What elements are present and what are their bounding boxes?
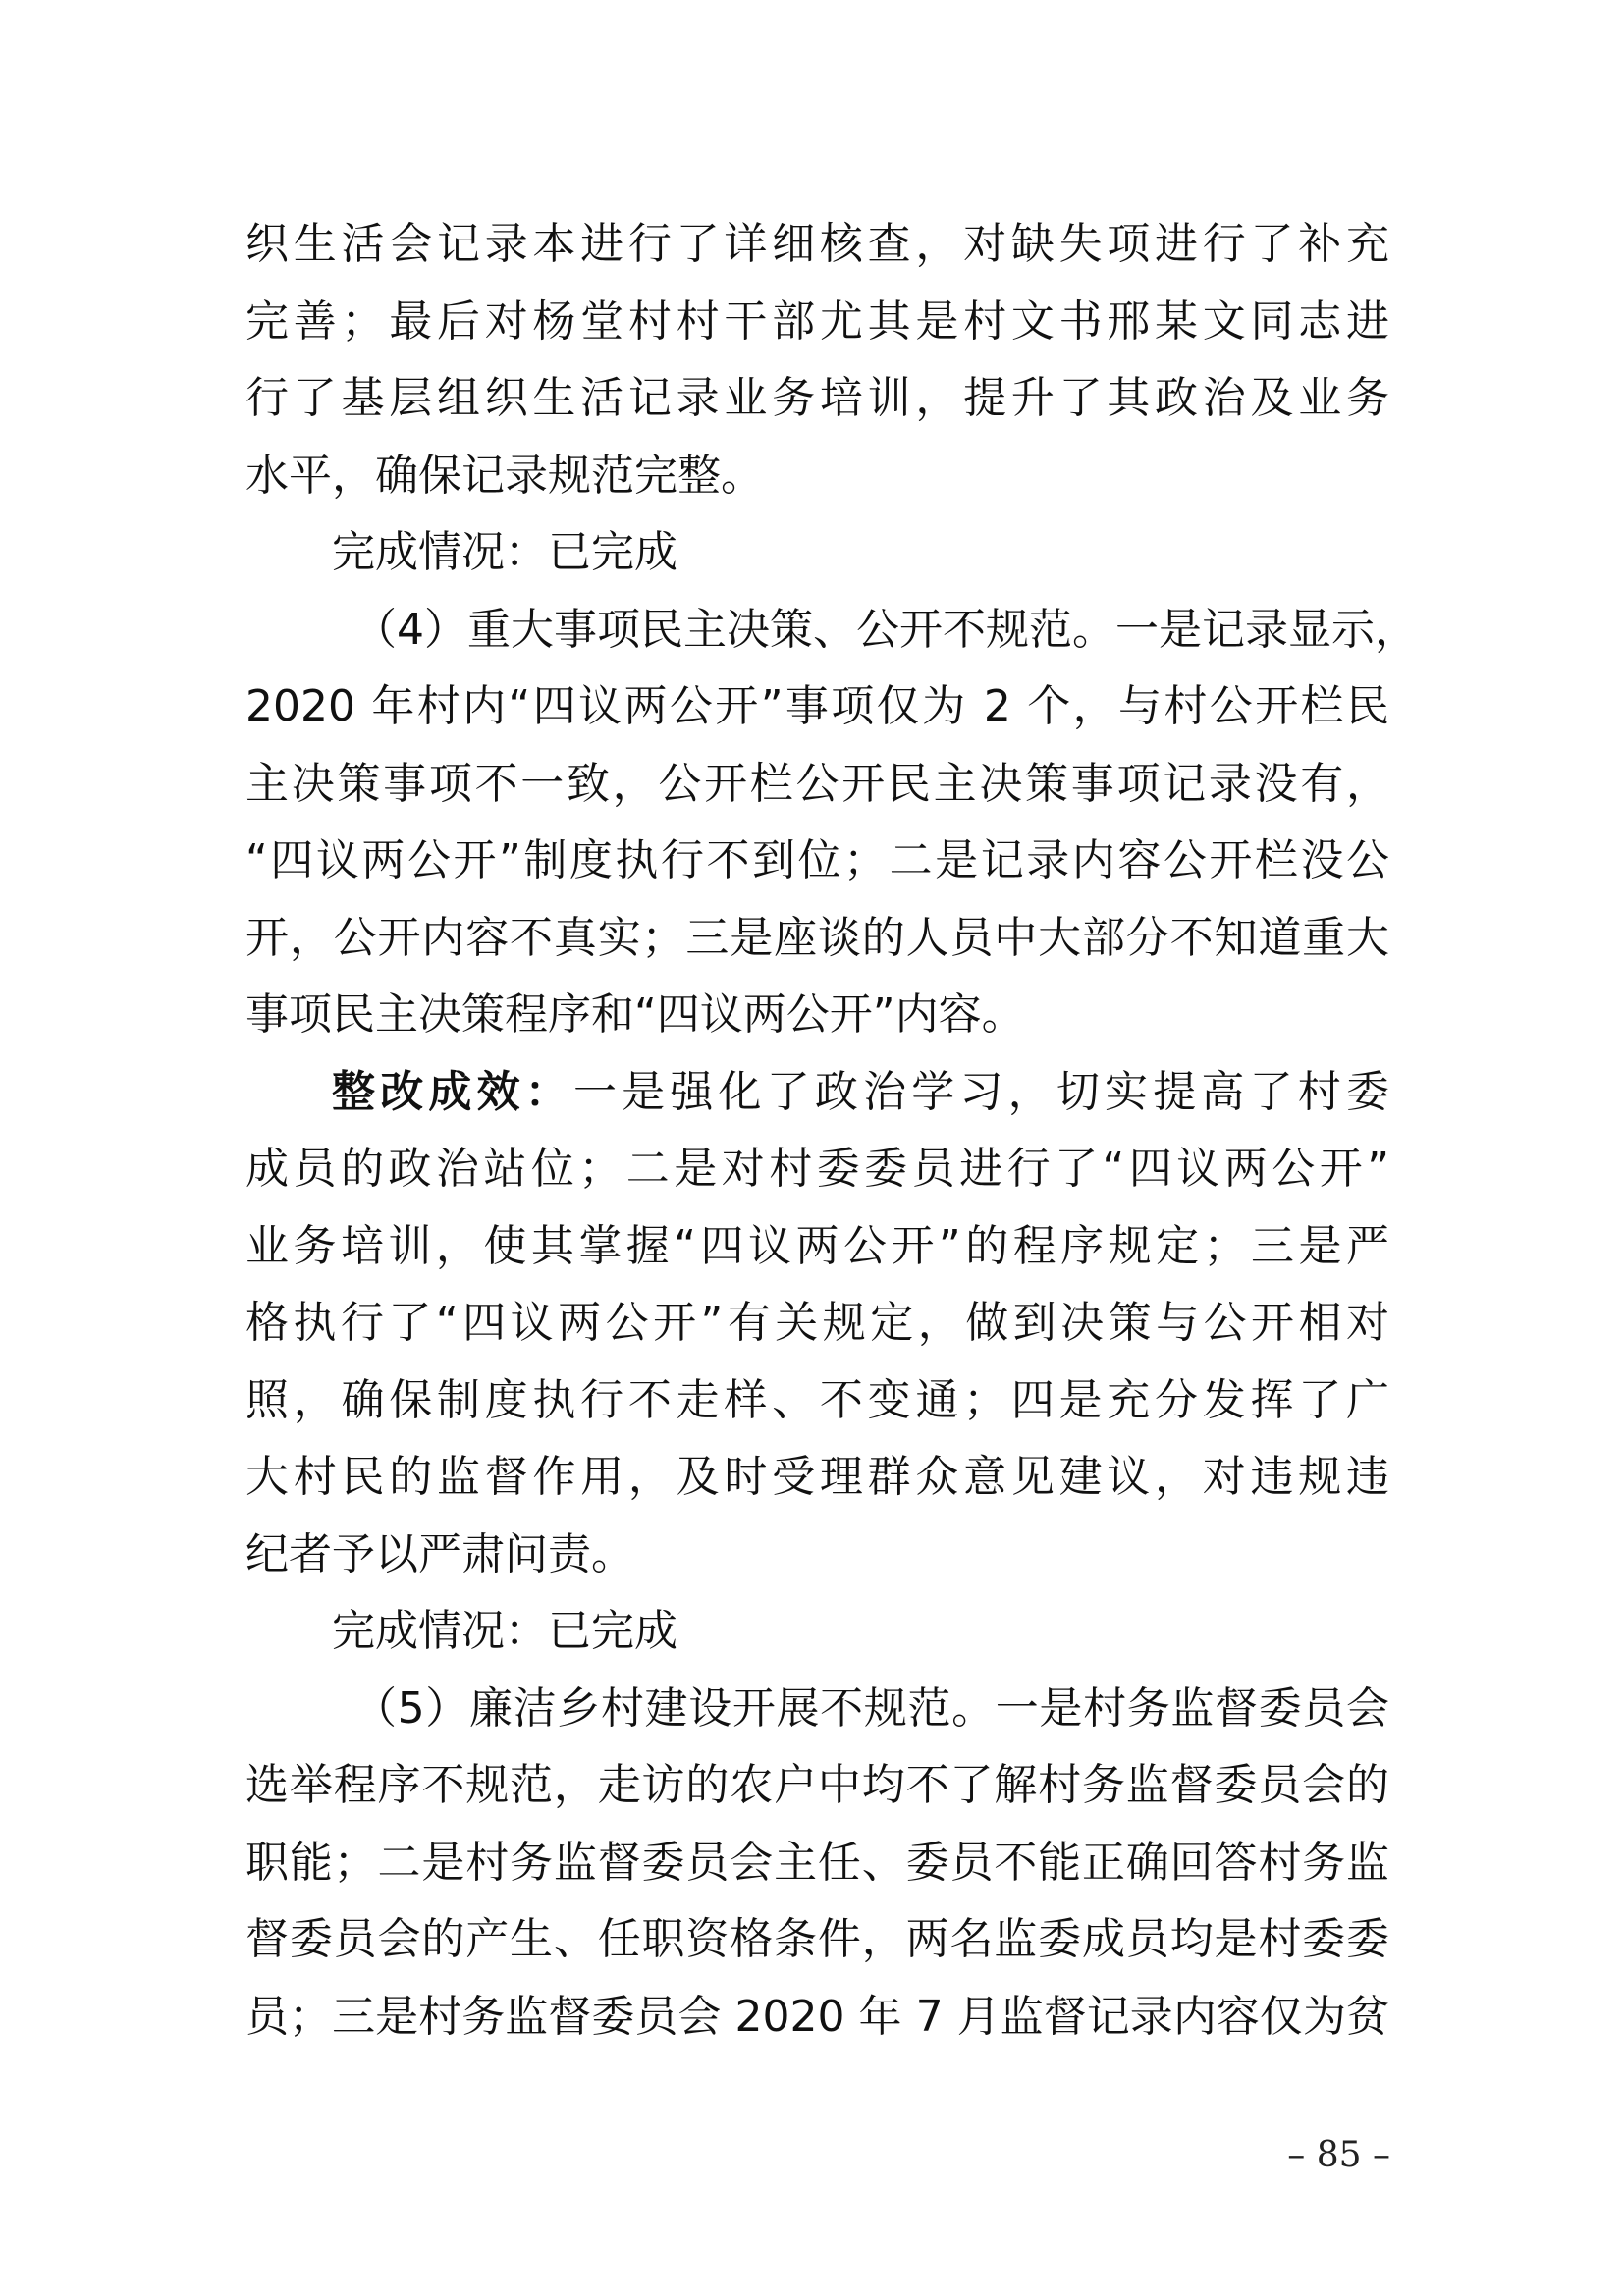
text-line: 格执行了“四议两公开”有关规定，做到决策与公开相对 <box>245 1298 1389 1348</box>
completion-status: 完成情况：已完成 <box>332 527 677 577</box>
text-line: 大村民的监督作用，及时受理群众意见建议，对违规违 <box>245 1452 1389 1502</box>
text-line: 开，公开内容不真实；三是座谈的人员中大部分不知道重大 <box>245 912 1389 963</box>
text-line: （4）重大事项民主决策、公开不规范。一是记录显示， <box>353 604 1418 655</box>
text-line: 成员的政治站位；二是对村委委员进行了“四议两公开” <box>245 1144 1389 1194</box>
rectification-label: 整改成效： <box>332 1066 573 1117</box>
text-line: 选举程序不规范，走访的农户中均不了解村务监督委员会的 <box>245 1760 1389 1810</box>
text-line: 2020 年村内“四议两公开”事项仅为 2 个，与村公开栏民 <box>245 681 1389 731</box>
document-page <box>245 206 1418 2071</box>
text-line: 事项民主决策程序和“四议两公开”内容。 <box>245 989 1025 1040</box>
text-segment: 一是强化了政治学习，切实提高了村委 <box>572 1066 1389 1117</box>
text-line: 督委员会的产生、任职资格条件，两名监委成员均是村委委 <box>245 1914 1389 1964</box>
text-line: 行了基层组织生活记录业务培训，提升了其政治及业务 <box>245 373 1389 423</box>
text-line: 织生活会记录本进行了详细核查，对缺失项进行了补充 <box>245 219 1389 269</box>
text-line: 水平，确保记录规范完整。 <box>245 450 764 501</box>
text-line: （5）廉洁乡村建设开展不规范。一是村务监督委员会 <box>353 1682 1389 1734</box>
text-line <box>245 1054 1389 1132</box>
text-line: 员；三是村务监督委员会 2020 年 7 月监督记录内容仅为贫 <box>245 1991 1389 2042</box>
text-line: “四议两公开”制度执行不到位；二是记录内容公开栏没公 <box>245 835 1389 885</box>
paragraph-record-check <box>245 206 1389 514</box>
text-line: 完善；最后对杨堂村村干部尤其是村文书邢某文同志进 <box>245 295 1389 347</box>
text-line: 职能；二是村务监督委员会主任、委员不能正确回答村务监 <box>245 1837 1389 1888</box>
text-line: 纪者予以严肃问责。 <box>245 1528 634 1579</box>
completion-status: 完成情况：已完成 <box>332 1606 677 1656</box>
text-line: 主决策事项不一致，公开栏公开民主决策事项记录没有， <box>245 758 1389 809</box>
text-line: 业务培训，使其掌握“四议两公开”的程序规定；三是严 <box>245 1220 1389 1271</box>
paragraph-issue-5 <box>245 1671 1389 2056</box>
paragraph-rectification-result <box>245 1054 1389 1594</box>
page-number: – 85 – <box>1287 2135 1390 2175</box>
paragraph-issue-4 <box>245 592 1418 1054</box>
text-line: 照，确保制度执行不走样、不变通；四是充分发挥了广 <box>245 1374 1389 1425</box>
